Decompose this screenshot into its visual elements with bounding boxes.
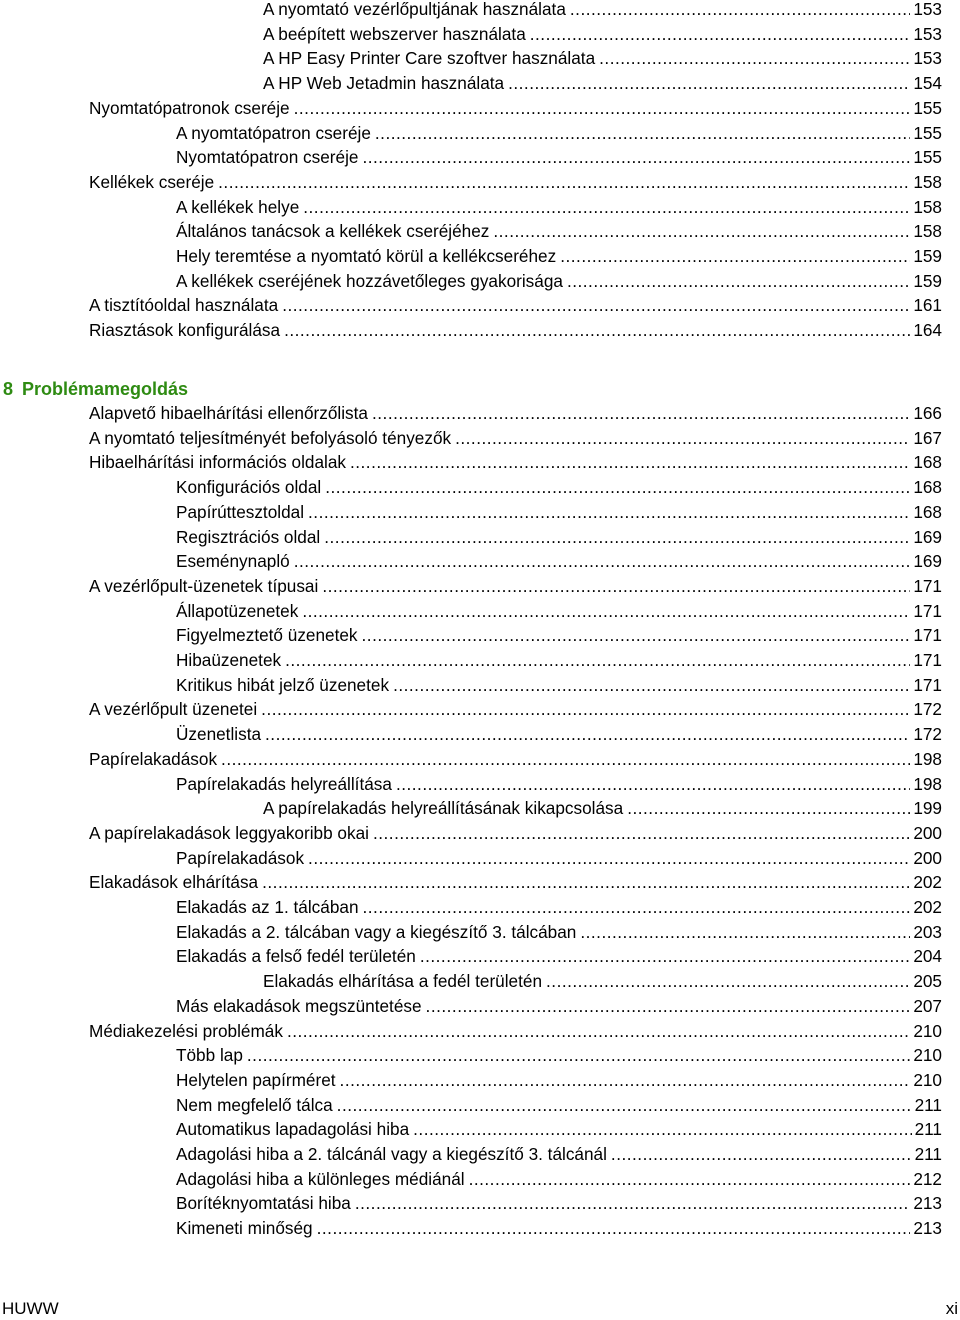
toc-entry[interactable] (263, 46, 942, 70)
toc-dot-leader (308, 500, 910, 524)
toc-dot-leader (284, 318, 910, 342)
toc-dot-leader (455, 426, 910, 450)
toc-entry-page: 161 (913, 295, 942, 316)
toc-entry-page: 169 (913, 551, 942, 572)
toc-dot-leader (611, 1142, 912, 1166)
toc-entry[interactable] (263, 796, 942, 820)
toc-entry[interactable] (263, 0, 942, 21)
toc-entry-title: Papírelakadások (89, 748, 218, 769)
toc-entry-page: 205 (913, 971, 942, 992)
toc-entry[interactable] (176, 1167, 942, 1191)
toc-dot-leader (363, 895, 911, 919)
toc-entry-page: 153 (913, 48, 942, 69)
toc-entry-title: Kellékek cseréje (89, 171, 215, 192)
toc-dot-leader (285, 648, 910, 672)
toc-entry-page: 198 (913, 748, 942, 769)
toc-entry[interactable] (176, 475, 942, 499)
toc-entry[interactable] (176, 269, 942, 293)
toc-entry-title: Riasztások konfigurálása (89, 320, 281, 341)
toc-entry-title: Adagolási hiba a 2. tálcánál vagy a kiegészítő 3. tálcánál (176, 1144, 607, 1164)
toc-dot-leader (393, 673, 910, 697)
toc-entry-page: 168 (913, 477, 942, 498)
toc-entry-page: 154 (913, 73, 942, 94)
toc-entry[interactable] (89, 870, 942, 894)
toc-entry[interactable] (263, 71, 942, 95)
toc-entry-title: Hely teremtése a nyomtató körül a kellékcseréhez (176, 246, 557, 266)
toc-dot-leader (308, 846, 910, 870)
toc-entry-title: Figyelmeztető üzenetek (176, 625, 358, 646)
toc-entry-page: 203 (913, 921, 942, 942)
toc-entry[interactable] (176, 219, 942, 243)
toc-entry[interactable] (263, 969, 942, 993)
toc-entry[interactable] (89, 574, 942, 598)
toc-entry[interactable] (89, 293, 942, 317)
chapter-heading[interactable] (3, 377, 188, 401)
toc-entry-page: 211 (914, 1119, 942, 1140)
toc-entry-title: Állapotüzenetek (176, 600, 299, 621)
chapter-number: 8 (3, 379, 14, 399)
toc-entry-page: 171 (913, 674, 942, 695)
toc-dot-leader (221, 747, 910, 771)
toc-entry-title: Hibaüzenetek (176, 650, 282, 670)
toc-entry-title: A kellékek helye (176, 196, 300, 217)
toc-entry-page: 155 (913, 122, 942, 143)
toc-entry-page: 155 (913, 147, 942, 168)
toc-entry-title: Elakadás az 1. tálcában (176, 897, 359, 917)
toc-entry[interactable] (89, 747, 942, 771)
toc-entry[interactable] (176, 244, 942, 268)
toc-entry-page: 207 (913, 995, 942, 1016)
toc-entry-page: 164 (913, 320, 942, 341)
toc-entry-title: A beépített webszerver használata (263, 23, 526, 44)
toc-entry-title: Üzenetlista (176, 724, 262, 745)
toc-entry-title: A kellékek cseréjének hozzávetőleges gyakorisága (176, 270, 563, 291)
toc-entry-page: 171 (913, 600, 942, 621)
toc-entry-title: A papírelakadások leggyakoribb okai (89, 822, 369, 843)
toc-entry[interactable] (176, 1043, 942, 1067)
toc-entry-page: 158 (913, 221, 942, 242)
toc-entry-page: 210 (913, 1045, 942, 1066)
toc-entry-page: 167 (913, 427, 942, 448)
toc-dot-leader (469, 1167, 911, 1191)
toc-entry[interactable] (176, 1191, 942, 1215)
toc-entry-page: 153 (913, 23, 942, 44)
toc-dot-leader (560, 244, 910, 268)
toc-dot-leader (317, 1216, 911, 1240)
toc-entry-page: 204 (913, 946, 942, 967)
toc-entry-page: 200 (913, 822, 942, 843)
toc-entry-title: A HP Web Jetadmin használata (263, 73, 505, 94)
toc-entry-page: 158 (913, 171, 942, 192)
toc-entry[interactable] (176, 673, 942, 697)
toc-entry-title: Több lap (176, 1045, 243, 1066)
toc-entry-page: 210 (913, 1069, 942, 1090)
toc-entry-page: 202 (913, 872, 942, 893)
toc-entry-title: Elakadások elhárítása (89, 872, 259, 893)
toc-entry[interactable] (176, 549, 942, 573)
toc-entry[interactable] (176, 1068, 942, 1092)
toc-entry-title: Nem megfelelő tálca (176, 1094, 333, 1115)
toc-entry-page: 172 (913, 699, 942, 720)
toc-dot-leader (340, 1068, 911, 1092)
toc-entry-title: Elakadás a felső fedél területén (176, 946, 416, 967)
toc-entry[interactable] (176, 895, 942, 919)
footer-left: HUWW (2, 1299, 59, 1318)
toc-entry-page: 168 (913, 501, 942, 522)
toc-entry-title: A tisztítóoldal használata (89, 295, 279, 316)
toc-entry-page: 213 (913, 1218, 942, 1239)
toc-entry-title: Eseménynapló (176, 551, 290, 572)
toc-dot-leader (282, 293, 910, 317)
toc-entry[interactable] (89, 401, 942, 425)
toc-entry-title: Hibaelhárítási információs oldalak (89, 452, 346, 473)
toc-entry-title: A nyomtató teljesítményét befolyásoló tényezők (89, 427, 452, 448)
toc-entry-title: Más elakadások megszüntetése (176, 995, 422, 1016)
toc-entry-title: Kimeneti minőség (176, 1218, 313, 1239)
toc-dot-leader (247, 1043, 910, 1067)
toc-dot-leader (302, 599, 910, 623)
toc-entry[interactable] (89, 450, 942, 474)
toc-entry-page: 213 (913, 1193, 942, 1214)
toc-entry-title: Regisztrációs oldal (176, 526, 321, 547)
toc-entry-page: 211 (914, 1094, 942, 1115)
toc-entry-page: 159 (913, 270, 942, 291)
toc-dot-leader (355, 1191, 910, 1215)
toc-entry-page: 212 (913, 1168, 942, 1189)
toc-dot-leader (294, 96, 911, 120)
toc-entry-title: Általános tanácsok a kellékek cseréjéhez (176, 221, 490, 242)
toc-entry[interactable] (176, 145, 942, 169)
toc-dot-leader (350, 450, 910, 474)
toc-entry-title: Papírelakadások (176, 847, 305, 868)
toc-dot-leader (580, 920, 910, 944)
toc-entry-page: 198 (913, 773, 942, 794)
toc-entry-page: 155 (913, 97, 942, 118)
toc-dot-leader (373, 821, 910, 845)
toc-entry-title: Borítéknyomtatási hiba (176, 1193, 351, 1214)
toc-entry[interactable] (176, 525, 942, 549)
toc-entry[interactable] (176, 722, 942, 746)
toc-entry-page: 211 (914, 1144, 942, 1164)
toc-entry[interactable] (89, 1019, 942, 1043)
toc-entry-title: Kritikus hibát jelző üzenetek (176, 674, 390, 695)
toc-entry-page: 168 (913, 452, 942, 473)
toc-entry[interactable] (176, 846, 942, 870)
toc-dot-leader (426, 994, 911, 1018)
toc-dot-leader (627, 796, 910, 820)
toc-entry-page: 202 (913, 897, 942, 917)
toc-entry-page: 171 (913, 625, 942, 646)
toc-entry-page: 200 (913, 847, 942, 868)
toc-entry-title: Nyomtatópatronok cseréje (89, 97, 290, 118)
toc-entry[interactable] (89, 426, 942, 450)
toc-entry-title: Nyomtatópatron cseréje (176, 147, 359, 168)
toc-entry-title: A nyomtatópatron cseréje (176, 122, 371, 143)
toc-entry[interactable] (89, 96, 942, 120)
toc-dot-leader (303, 195, 910, 219)
toc-entry-title: A HP Easy Printer Care szoftver használata (263, 48, 596, 69)
toc-dot-leader (325, 475, 910, 499)
toc-entry[interactable] (176, 623, 942, 647)
footer-page-number: xi (945, 1299, 958, 1318)
toc-entry[interactable] (176, 944, 942, 968)
toc-entry-title: Automatikus lapadagolási hiba (176, 1119, 410, 1140)
toc-dot-leader (372, 401, 910, 425)
toc-entry-title: Helytelen papírméret (176, 1069, 336, 1090)
toc-entry-page: 169 (913, 526, 942, 547)
toc-entry-page: 171 (913, 575, 942, 596)
toc-entry[interactable] (176, 1216, 942, 1240)
chapter-title: Problémamegoldás (22, 379, 189, 399)
toc-entry[interactable] (176, 772, 942, 796)
toc-entry[interactable] (176, 648, 942, 672)
toc-dot-leader (287, 1019, 910, 1043)
toc-entry[interactable] (176, 994, 942, 1018)
toc-entry[interactable] (176, 1142, 942, 1166)
toc-entry[interactable] (176, 920, 942, 944)
toc-entry-title: Papírúttesztoldal (176, 501, 305, 522)
toc-entry[interactable] (176, 500, 942, 524)
toc-entry-title: Alapvető hibaelhárítási ellenőrzőlista (89, 403, 368, 423)
toc-entry-title: A vezérlőpult-üzenetek típusai (89, 575, 319, 596)
toc-entry-page: 166 (913, 403, 942, 423)
toc-dot-leader (218, 170, 910, 194)
toc-entry-title: A papírelakadás helyreállításának kikapcsolása (263, 798, 624, 819)
toc-entry[interactable] (263, 22, 942, 46)
toc-entry[interactable] (176, 121, 942, 145)
toc-entry[interactable] (89, 170, 942, 194)
toc-dot-leader (396, 772, 910, 796)
toc-entry-title: Elakadás a 2. tálcában vagy a kiegészítő 3. tálcában (176, 921, 577, 942)
toc-dot-leader (546, 969, 910, 993)
toc-entry[interactable] (176, 1093, 942, 1117)
toc-entry[interactable] (89, 697, 942, 721)
toc-dot-leader (322, 574, 910, 598)
toc-entry[interactable] (89, 821, 942, 845)
toc-entry[interactable] (176, 195, 942, 219)
toc-dot-leader (261, 697, 910, 721)
toc-entry-title: Elakadás elhárítása a fedél területén (263, 971, 543, 992)
toc-entry-title: Médiakezelési problémák (89, 1020, 283, 1041)
toc-dot-leader (362, 145, 910, 169)
toc-entry-page: 159 (913, 246, 942, 266)
toc-dot-leader (570, 0, 910, 21)
toc-entry-title: Adagolási hiba a különleges médiánál (176, 1168, 465, 1189)
toc-entry-page: 171 (913, 650, 942, 670)
toc-dot-leader (262, 870, 910, 894)
toc-dot-leader (294, 549, 911, 573)
toc-dot-leader (599, 46, 910, 70)
toc-entry-title: A nyomtató vezérlőpultjának használata (263, 0, 566, 19)
toc-dot-leader (413, 1117, 911, 1141)
toc-dot-leader (375, 121, 910, 145)
toc-dot-leader (337, 1093, 912, 1117)
toc-dot-leader (530, 22, 911, 46)
toc-dot-leader (508, 71, 910, 95)
toc-entry-title: A vezérlőpult üzenetei (89, 699, 258, 720)
toc-entry[interactable] (176, 1117, 942, 1141)
toc-dot-leader (362, 623, 911, 647)
toc-dot-leader (567, 269, 910, 293)
toc-entry-page: 199 (913, 798, 942, 819)
toc-entry-page: 172 (913, 724, 942, 745)
toc-entry[interactable] (89, 318, 942, 342)
toc-entry-title: Konfigurációs oldal (176, 477, 322, 498)
toc-dot-leader (265, 722, 910, 746)
toc-entry-page: 158 (913, 196, 942, 217)
toc-dot-leader (324, 525, 910, 549)
toc-entry-page: 210 (913, 1020, 942, 1041)
toc-entry-page: 153 (913, 0, 942, 19)
toc-entry[interactable] (176, 599, 942, 623)
toc-entry-title: Papírelakadás helyreállítása (176, 773, 392, 794)
toc-dot-leader (493, 219, 910, 243)
toc-dot-leader (420, 944, 910, 968)
